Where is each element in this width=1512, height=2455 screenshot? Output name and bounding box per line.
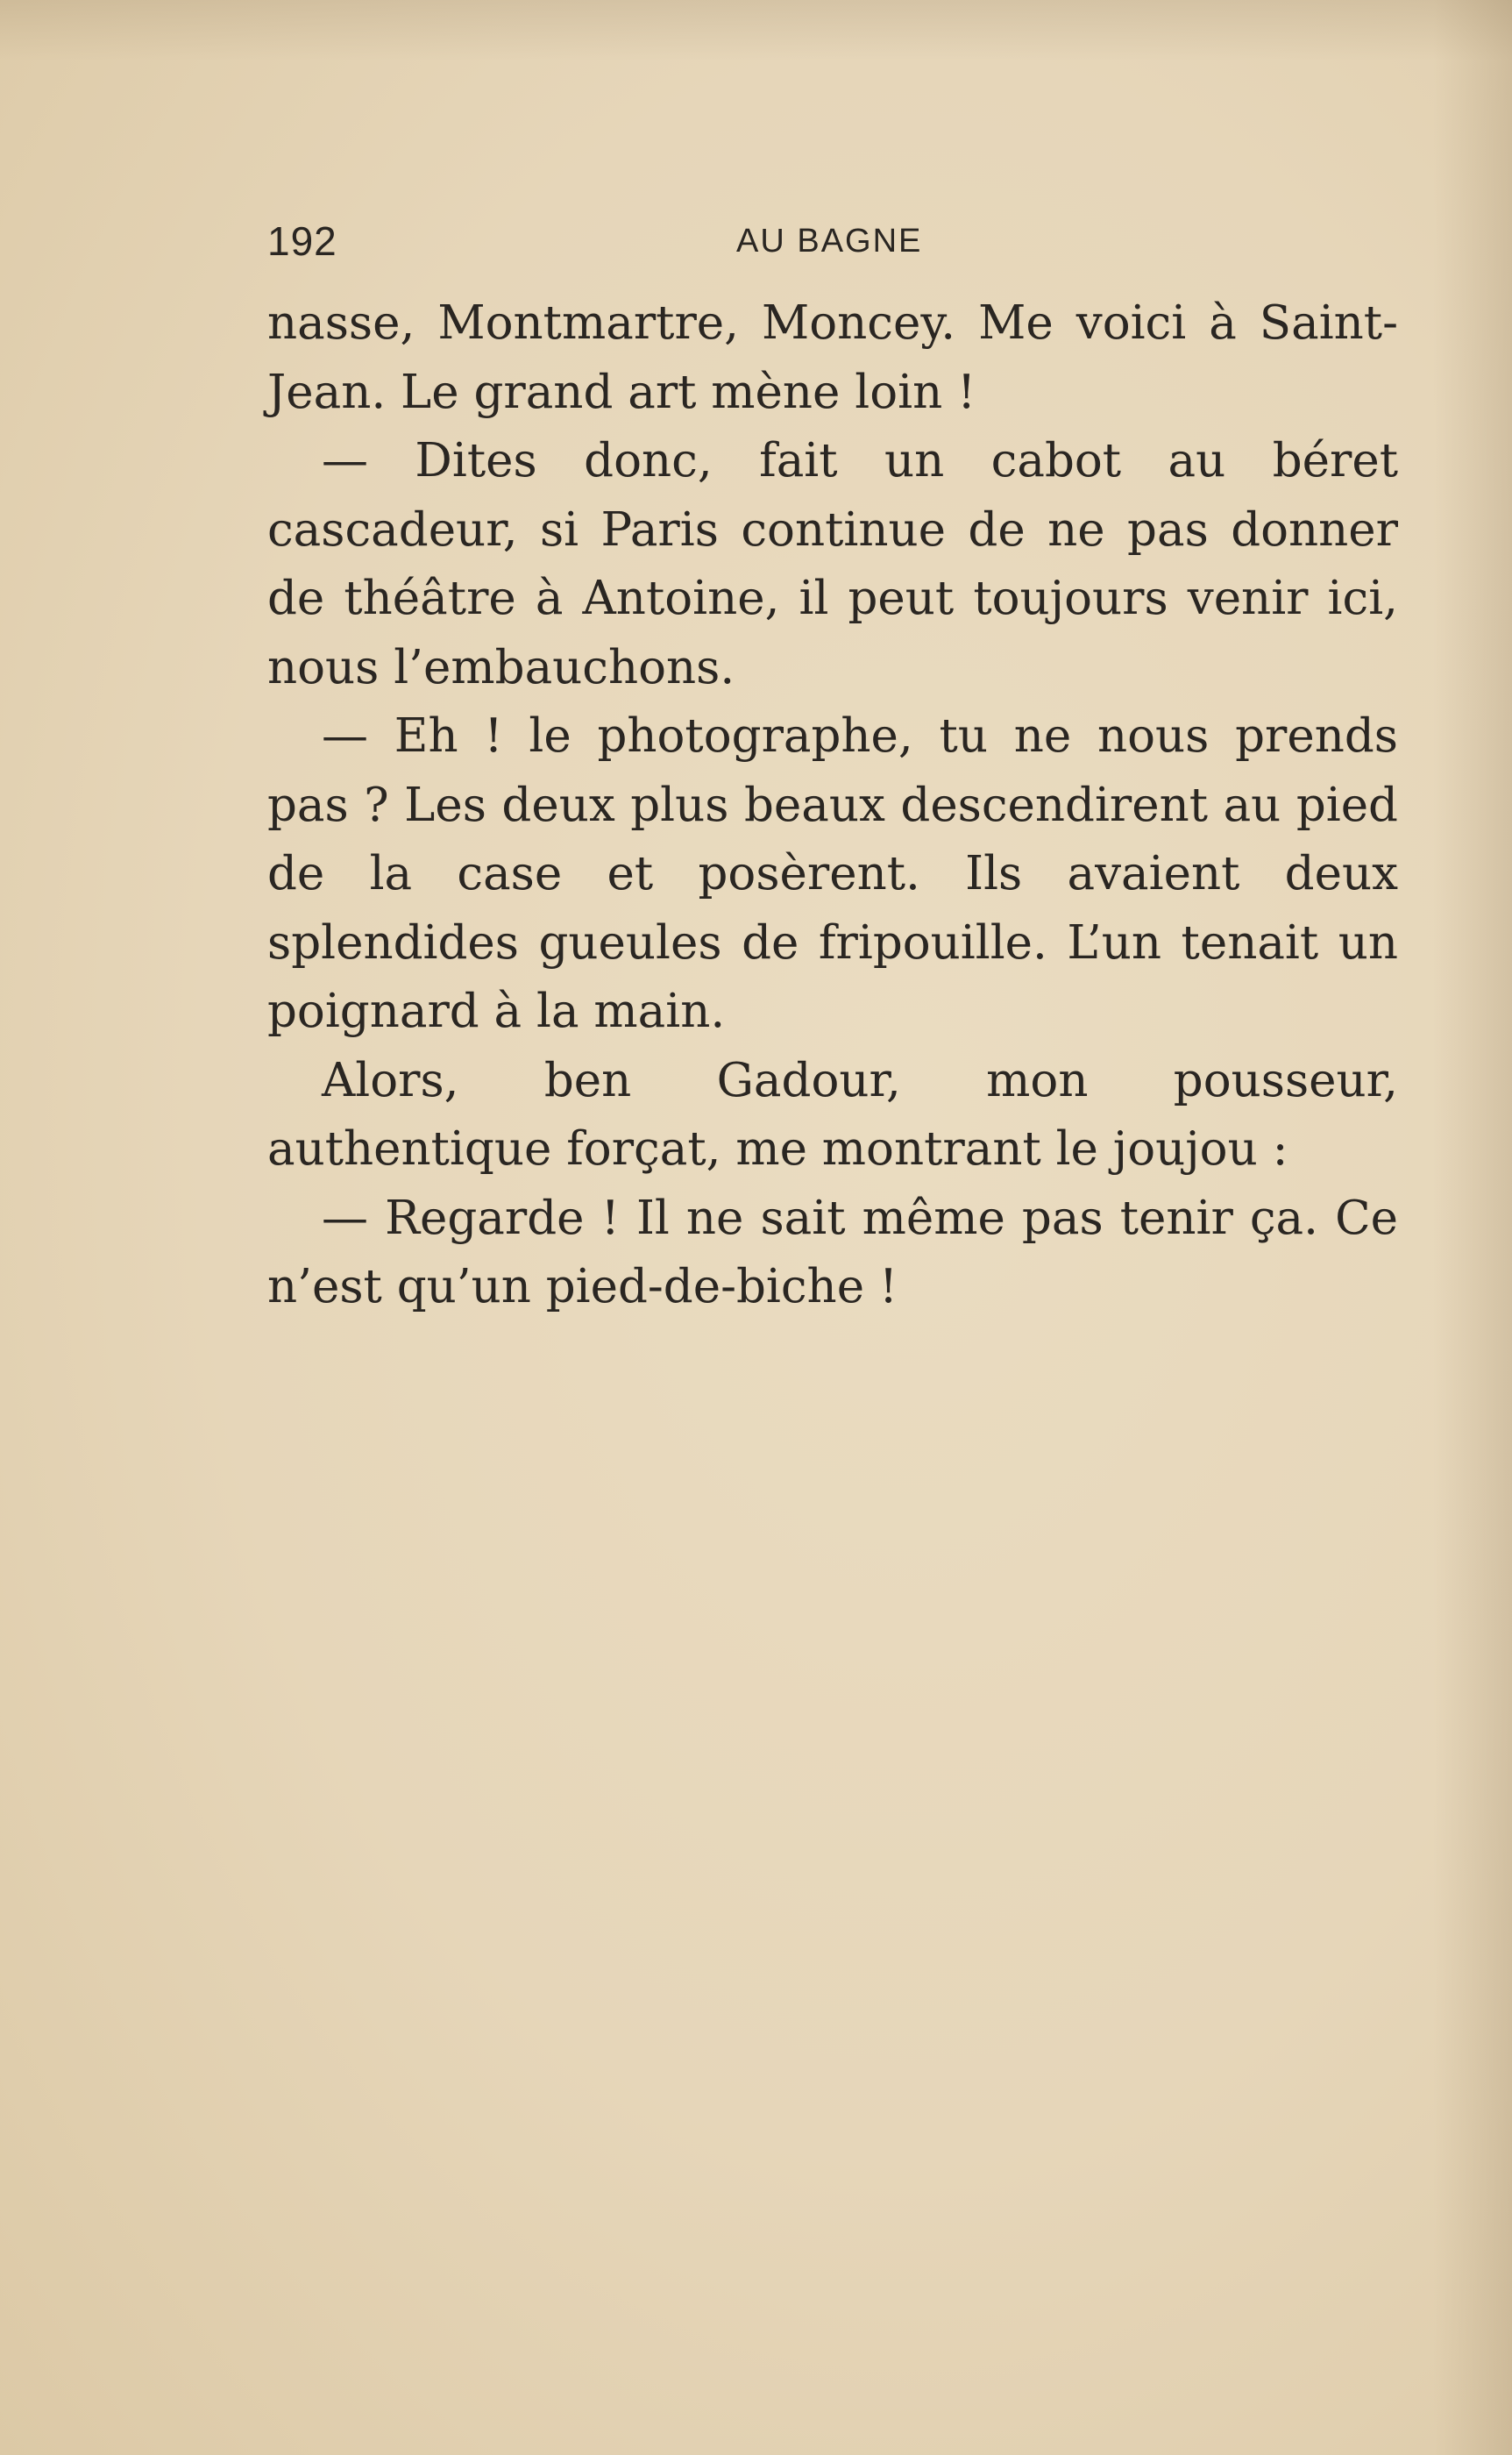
body-text [267,289,1398,1322]
page-shadow-top [0,0,1512,61]
paragraph-5: — Regarde ! Il ne sait même pas tenir ça. Ce n’est qu’un pied-de-biche ! [267,1191,1398,1313]
page-shadow-right [1433,0,1512,2455]
running-title: AU BAGNE [736,223,923,260]
paragraph-2: — Dites donc, fait un cabot au béret cascadeur, si Paris continue de ne pas donner de théâtre à Antoine, il peut toujours venir ici, nous l’embauchons. [267,434,1398,694]
paragraph-3: — Eh ! le photographe, tu ne nous prends pas ? Les deux plus beaux descendirent au pied de la case et posèrent. Ils avaient deux splendides gueules de fripouille. L’un tenait un poignard à la main. [267,709,1398,1038]
page-number: 192 [267,218,337,264]
paragraph-4: Alors, ben Gadour, mon pousseur, authentique forçat, me montrant le joujou : [267,1053,1398,1176]
paragraph-1: nasse, Montmartre, Moncey. Me voici à Saint-Jean. Le grand art mène loin ! [267,296,1398,419]
page-header [267,217,1398,270]
